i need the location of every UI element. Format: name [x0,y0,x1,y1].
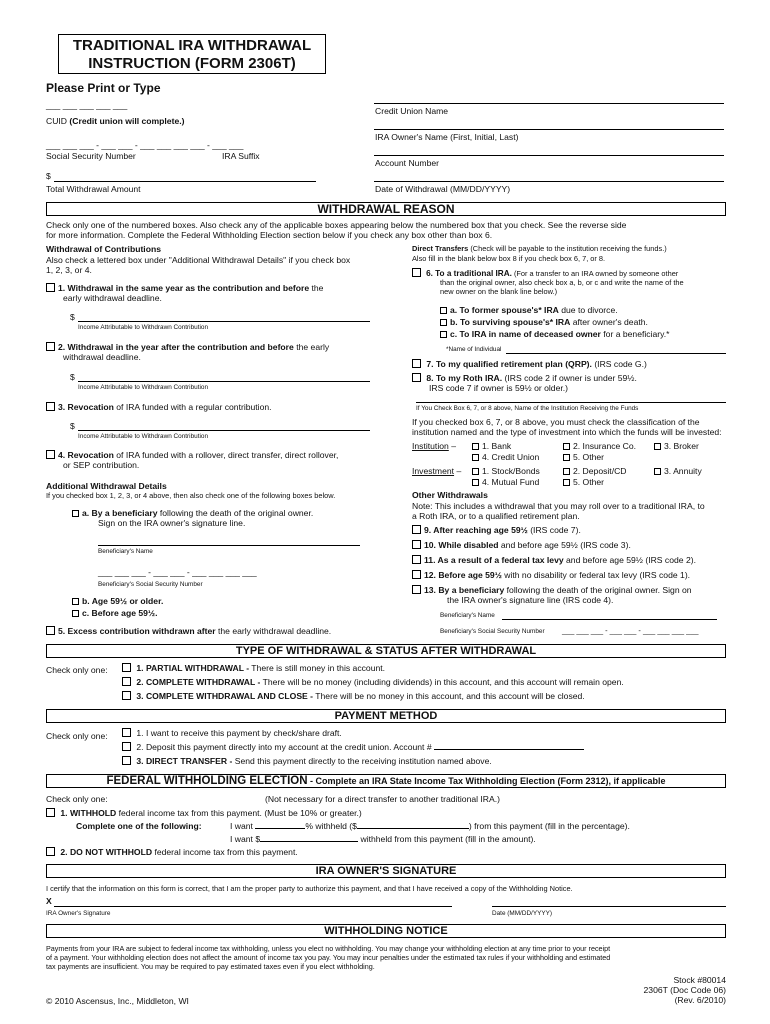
direct-transfers-heading: Direct Transfers (Check will be payable to the institution receiving the funds.) [412,244,667,253]
receiving-institution-input[interactable] [416,402,726,403]
addl-note: If you checked box 1, 2, 3, or 4 above, then also check one of the following boxes below. [46,491,336,500]
item-6c[interactable]: c. To IRA in name of deceased owner for a beneficiary.* [440,329,670,339]
type-option-3[interactable]: 3. COMPLETE WITHDRAWAL AND CLOSE - There will be no money in this account, and this account will be closed. [122,691,585,701]
name-of-individual-input[interactable] [506,353,726,354]
item-9[interactable]: 9. After reaching age 59½ (IRS code 7). [412,525,581,535]
federal-check-only: Check only one: [46,794,108,804]
footer-codes: Stock #80014 2306T (Doc Code 06) (Rev. 6/2010) [643,975,726,1006]
other-withdrawals-note: Note: This includes a withdrawal that you may roll over to a traditional IRA, to a Roth IRA, or to a qualified retirement plan. [412,501,705,522]
owner-name-input[interactable] [374,129,724,130]
item-8[interactable]: 8. To my Roth IRA. (IRS code 2 if owner is under 59½. IRS code 7 if owner is 59½ or older.) [412,373,637,393]
signature-label: IRA Owner's Signature [46,910,111,917]
federal-heading: FEDERAL WITHHOLDING ELECTION - Complete an IRA State Income Tax Withholding Election (Form 2312), if applicable [46,774,726,788]
income-label-3: Income Attributable to Withdrawn Contribution [78,433,209,440]
institution-label: Institution – [412,441,456,451]
account-number-label: Account Number [375,158,440,168]
payment-option-1[interactable]: 1. I want to receive this payment by check/share draft. [122,728,342,738]
income-input-3[interactable] [78,430,370,431]
item-6a-checkbox[interactable] [440,307,447,314]
type-option-1-checkbox[interactable] [122,663,131,672]
signature-x: X [46,896,52,906]
inv-other-checkbox[interactable] [563,479,570,486]
withdrawal-reason-intro: Check only one of the numbered boxes. Also check any of the applicable boxes appearing below the numbered box that you check. See the reverse side for more information. Complete the Federal Withholding Election section below if you check any box other than box 6. [46,220,627,241]
item-3-checkbox[interactable] [46,402,55,411]
item-7[interactable]: 7. To my qualified retirement plan (QRP). (IRS code G.) [412,359,647,369]
account-number-input[interactable] [374,155,724,156]
ssn-label: Social Security Number [46,151,136,161]
item-13-ben-name-label: Beneficiary's Name [440,612,495,619]
contrib-note: Also check a lettered box under "Additional Withdrawal Details" if you check box 1, 2, 3, or 4. [46,255,351,276]
inv-annuity-checkbox[interactable] [654,468,661,475]
direct-transfers-note: Also fill in the blank below box 8 if you check box 6, 7, or 8. [412,254,606,263]
inv-other[interactable]: 5. Other [563,477,604,487]
receiving-institution-label: If You Check Box 6, 7, or 8 above, Name of the Institution Receiving the Funds [416,405,639,412]
inst-credit-union[interactable]: 4. Credit Union [472,452,539,462]
type-option-2-checkbox[interactable] [122,677,131,686]
item-4-checkbox[interactable] [46,450,55,459]
copyright: © 2010 Ascensus, Inc., Middleton, WI [46,996,189,1006]
income-input-1[interactable] [78,321,370,322]
income-dollar-3: $ [70,421,75,431]
item-13[interactable]: 13. By a beneficiary following the death of the original owner. Sign on the IRA owner's signature line (IRS code 4). [412,585,692,605]
notice-heading: WITHHOLDING NOTICE [46,924,726,938]
notice-text: Payments from your IRA are subject to federal income tax withholding, unless you elect no withholding. You may change your withholding election at any time prior to your receipt of a payment. Your withholding election does not affect the amount of income tax you pay. You may incur penalties under the estimated tax rules if your withholding and estimated tax payments are insufficient. You may be required to pay estimated taxes even if you elect withholding. [46,944,611,971]
inst-insurance[interactable]: 2. Insurance Co. [563,441,636,451]
income-label-1: Income Attributable to Withdrawn Contribution [78,324,209,331]
do-not-withhold-checkbox[interactable] [46,847,55,856]
beneficiary-ssn-label: Beneficiary's Social Security Number [98,581,203,588]
inst-other-checkbox[interactable] [563,454,570,461]
item-6c-checkbox[interactable] [440,331,447,338]
signature-date-label: Date (MM/DD/YYYY) [492,910,553,917]
cu-name-label: Credit Union Name [375,106,449,116]
item-4[interactable]: 4. Revocation of IRA funded with a rollover, direct transfer, direct rollover, or SEP contribution. [46,450,338,470]
certify-statement: I certify that the information on this form is correct, that I am the proper party to authorize this payment, and that I have received a copy of the Withholding Notice. [46,884,573,893]
item-c[interactable]: c. Before age 59½. [72,608,157,618]
item-6b-checkbox[interactable] [440,319,447,326]
income-dollar-2: $ [70,372,75,382]
item-10-checkbox[interactable] [412,540,421,549]
item-a[interactable]: a. By a beneficiary following the death of the original owner. Sign on the IRA owner's signature line. [72,508,313,528]
inst-insurance-checkbox[interactable] [563,443,570,450]
item-13-ben-name-input[interactable] [502,619,717,620]
item-2[interactable]: 2. Withdrawal in the year after the contribution and before the early withdrawal deadline. [46,342,329,362]
payment-account-input[interactable] [434,742,584,750]
withhold-percent-input[interactable] [255,821,305,829]
item-2-checkbox[interactable] [46,342,55,351]
item-6-checkbox[interactable] [412,268,421,277]
item-1[interactable]: 1. Withdrawal in the same year as the contribution and before the early withdrawal deadline. [46,283,323,303]
item-5-checkbox[interactable] [46,626,55,635]
inv-mutual-fund[interactable]: 4. Mutual Fund [472,477,539,487]
inv-deposit-checkbox[interactable] [563,468,570,475]
item-13-checkbox[interactable] [412,585,421,594]
total-amount-label: Total Withdrawal Amount [46,184,141,194]
payment-check-only: Check only one: [46,731,108,741]
signature-heading: IRA OWNER'S SIGNATURE [46,864,726,878]
title-line-2: INSTRUCTION (FORM 2306T) [88,55,296,72]
do-not-withhold-option[interactable]: 2. DO NOT WITHHOLD federal income tax from this payment. [46,847,298,857]
signature-date-input[interactable] [492,906,726,907]
withhold-amount-input[interactable] [260,834,358,842]
item-13-ben-ssn-label: Beneficiary's Social Security Number [440,628,545,635]
type-check-only: Check only one: [46,665,108,675]
item-6b[interactable]: b. To surviving spouse's* IRA after owner's death. [440,317,648,327]
cuid-field[interactable]: ___ ___ ___ ___ ___ [46,100,128,110]
inst-broker[interactable]: 3. Broker [654,441,699,451]
item-a-checkbox[interactable] [72,510,79,517]
type-option-3-checkbox[interactable] [122,691,131,700]
print-type-note: Please Print or Type [46,81,161,95]
inst-other[interactable]: 5. Other [563,452,604,462]
complete-one-label: Complete one of the following: [76,821,202,831]
item-12[interactable]: 12. Before age 59½ with no disability or federal tax levy (IRS code 1). [412,570,690,580]
inst-broker-checkbox[interactable] [654,443,661,450]
other-withdrawals-heading: Other Withdrawals [412,490,488,500]
type-status-heading: TYPE OF WITHDRAWAL & STATUS AFTER WITHDRAWAL [46,644,726,658]
type-option-2[interactable]: 2. COMPLETE WITHDRAWAL - There will be no money (including dividends) in this account, and this account will remain open. [122,677,624,687]
ira-suffix-label: IRA Suffix [222,151,260,161]
owner-name-label: IRA Owner's Name (First, Initial, Last) [375,132,519,142]
withhold-percent-row: I want % withheld ($ ) from this payment (fill in the percentage). [230,821,630,831]
date-input[interactable] [374,181,724,182]
inst-bank-checkbox[interactable] [472,443,479,450]
title-line-1: TRADITIONAL IRA WITHDRAWAL [72,37,312,54]
inst-credit-union-checkbox[interactable] [472,454,479,461]
item-6[interactable]: 6. To a traditional IRA. (For a transfer to an IRA owned by someone other than the original owner, also check box a, b, or c and write the name of the new owner on the blank line below.) [412,268,728,296]
item-c-checkbox[interactable] [72,610,79,617]
item-11[interactable]: 11. As a result of a federal tax levy and before age 59½ (IRS code 2). [412,555,696,565]
total-amount-input[interactable] [54,181,316,182]
withdrawal-reason-heading: WITHDRAWAL REASON [46,202,726,216]
payment-option-1-checkbox[interactable] [122,728,131,737]
cuid-label: CUID (Credit union will complete.) [46,116,185,126]
federal-not-necessary: (Not necessary for a direct transfer to another traditional IRA.) [265,794,500,804]
beneficiary-ssn-input[interactable]: ___ ___ ___ - ___ ___ - ___ ___ ___ ___ [98,567,257,577]
withhold-checkbox[interactable] [46,808,55,817]
payment-option-3-checkbox[interactable] [122,756,131,765]
item-b[interactable]: b. Age 59½ or older. [72,596,163,606]
name-of-individual-label: *Name of Individual [446,346,502,353]
inv-annuity[interactable]: 3. Annuity [654,466,702,476]
payment-option-2[interactable]: 2. Deposit this payment directly into my account at the credit union. Account # [122,742,584,752]
inst-bank[interactable]: 1. Bank [472,441,511,451]
dollar-sign: $ [46,171,51,181]
item-1-checkbox[interactable] [46,283,55,292]
withhold-percent-dollar-input[interactable] [357,821,469,829]
income-dollar-1: $ [70,312,75,322]
item-12-checkbox[interactable] [412,570,421,579]
inv-stock[interactable]: 1. Stock/Bonds [472,466,540,476]
item-9-checkbox[interactable] [412,525,421,534]
item-8-checkbox[interactable] [412,373,421,382]
beneficiary-name-input[interactable] [98,545,360,546]
classification-note: If you checked box 6, 7, or 8 above, you must check the classification of the institution named and the type of investment into which the funds will be invested: [412,417,722,438]
withhold-option[interactable]: 1. WITHHOLD federal income tax from this payment. (Must be 10% or greater.) [46,808,362,818]
item-b-checkbox[interactable] [72,598,79,605]
income-label-2: Income Attributable to Withdrawn Contribution [78,384,209,391]
inv-deposit[interactable]: 2. Deposit/CD [563,466,627,476]
item-13-ben-ssn-input[interactable]: ___ ___ ___ - ___ ___ - ___ ___ ___ ___ [562,626,699,635]
item-11-checkbox[interactable] [412,555,421,564]
cu-name-input[interactable] [374,103,724,104]
inv-stock-checkbox[interactable] [472,468,479,475]
item-5[interactable]: 5. Excess contribution withdrawn after the early withdrawal deadline. [46,626,331,636]
payment-heading: PAYMENT METHOD [46,709,726,723]
beneficiary-name-label: Beneficiary's Name [98,548,153,555]
ssn-field[interactable]: ___ ___ ___ - ___ ___ - ___ ___ ___ ___ - ___ ___ [46,140,244,150]
item-7-checkbox[interactable] [412,359,421,368]
form-title [58,34,326,74]
contrib-heading: Withdrawal of Contributions [46,244,161,254]
type-option-1[interactable]: 1. PARTIAL WITHDRAWAL - There is still money in this account. [122,663,385,673]
date-label: Date of Withdrawal (MM/DD/YYYY) [375,184,511,194]
withhold-amount-row: I want $ withheld from this payment (fill in the amount). [230,834,536,844]
item-3[interactable]: 3. Revocation of IRA funded with a regular contribution. [46,402,272,412]
income-input-2[interactable] [78,381,370,382]
item-6a[interactable]: a. To former spouse's* IRA due to divorce. [440,305,618,315]
item-10[interactable]: 10. While disabled and before age 59½ (IRS code 3). [412,540,631,550]
signature-input[interactable] [54,906,452,907]
inv-mutual-fund-checkbox[interactable] [472,479,479,486]
addl-heading: Additional Withdrawal Details [46,481,167,491]
payment-option-3[interactable]: 3. DIRECT TRANSFER - Send this payment directly to the receiving institution named above. [122,756,492,766]
investment-label: Investment – [412,466,462,476]
payment-option-2-checkbox[interactable] [122,742,131,751]
